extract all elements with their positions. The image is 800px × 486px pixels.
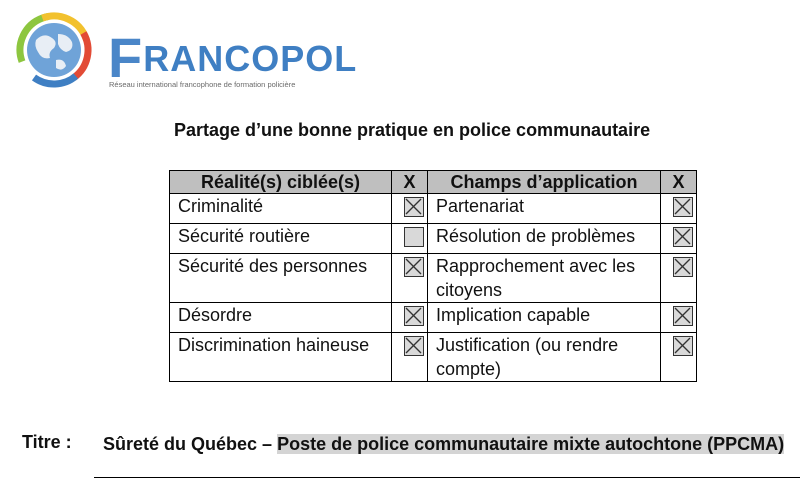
field-checkbox-cell bbox=[661, 224, 697, 254]
header-field-x: X bbox=[661, 171, 697, 194]
reality-cell: Sécurité des personnes bbox=[170, 254, 392, 303]
table-row bbox=[170, 254, 697, 303]
field-cell: Rapprochement avec les citoyens bbox=[428, 254, 661, 303]
logo-wordmark bbox=[108, 26, 358, 89]
logo-initial: F bbox=[108, 26, 144, 89]
reality-checkbox-cell bbox=[392, 194, 428, 224]
header-field: Champs d’application bbox=[428, 171, 661, 194]
title-prefix: Sûreté du Québec – bbox=[103, 434, 278, 454]
field-checkbox-cell bbox=[661, 254, 697, 303]
reality-cell: Désordre bbox=[170, 303, 392, 333]
field-checkbox[interactable] bbox=[673, 197, 693, 217]
field-cell: Justification (ou rendre compte) bbox=[428, 333, 661, 382]
globe-icon bbox=[14, 10, 94, 90]
field-checkbox[interactable] bbox=[673, 306, 693, 326]
field-checkbox-cell bbox=[661, 333, 697, 382]
title-text bbox=[103, 432, 793, 456]
reality-checkbox[interactable] bbox=[404, 306, 424, 326]
title-underline bbox=[94, 477, 800, 478]
field-cell: Résolution de problèmes bbox=[428, 224, 661, 254]
field-checkbox-cell bbox=[661, 303, 697, 333]
reality-checkbox-cell bbox=[392, 254, 428, 303]
francopol-logo bbox=[14, 10, 358, 90]
reality-checkbox-cell bbox=[392, 333, 428, 382]
reality-checkbox[interactable] bbox=[404, 227, 424, 247]
logo-tagline: Réseau international francophone de formation policière bbox=[109, 80, 296, 89]
table-row bbox=[170, 303, 697, 333]
table-row bbox=[170, 333, 697, 382]
reality-checkbox[interactable] bbox=[404, 257, 424, 277]
reality-cell: Sécurité routière bbox=[170, 224, 392, 254]
reality-cell: Criminalité bbox=[170, 194, 392, 224]
field-checkbox[interactable] bbox=[673, 336, 693, 356]
table-row bbox=[170, 194, 697, 224]
header-reality-x: X bbox=[392, 171, 428, 194]
field-cell: Implication capable bbox=[428, 303, 661, 333]
field-checkbox-cell bbox=[661, 194, 697, 224]
field-cell: Partenariat bbox=[428, 194, 661, 224]
table-row bbox=[170, 224, 697, 254]
practice-table bbox=[169, 170, 697, 382]
reality-checkbox[interactable] bbox=[404, 336, 424, 356]
page-heading: Partage d’une bonne pratique en police communautaire bbox=[174, 120, 651, 140]
field-checkbox[interactable] bbox=[673, 227, 693, 247]
reality-cell: Discrimination haineuse bbox=[170, 333, 392, 382]
reality-checkbox-cell bbox=[392, 303, 428, 333]
title-label: Titre : bbox=[22, 432, 72, 452]
logo-name-rest: RANCOPOL bbox=[143, 38, 358, 79]
table-header-row bbox=[170, 171, 697, 194]
field-checkbox[interactable] bbox=[673, 257, 693, 277]
header-reality: Réalité(s) ciblée(s) bbox=[170, 171, 392, 194]
title-highlighted: Poste de police communautaire mixte autochtone (PPCMA) bbox=[277, 434, 785, 454]
reality-checkbox[interactable] bbox=[404, 197, 424, 217]
reality-checkbox-cell bbox=[392, 224, 428, 254]
